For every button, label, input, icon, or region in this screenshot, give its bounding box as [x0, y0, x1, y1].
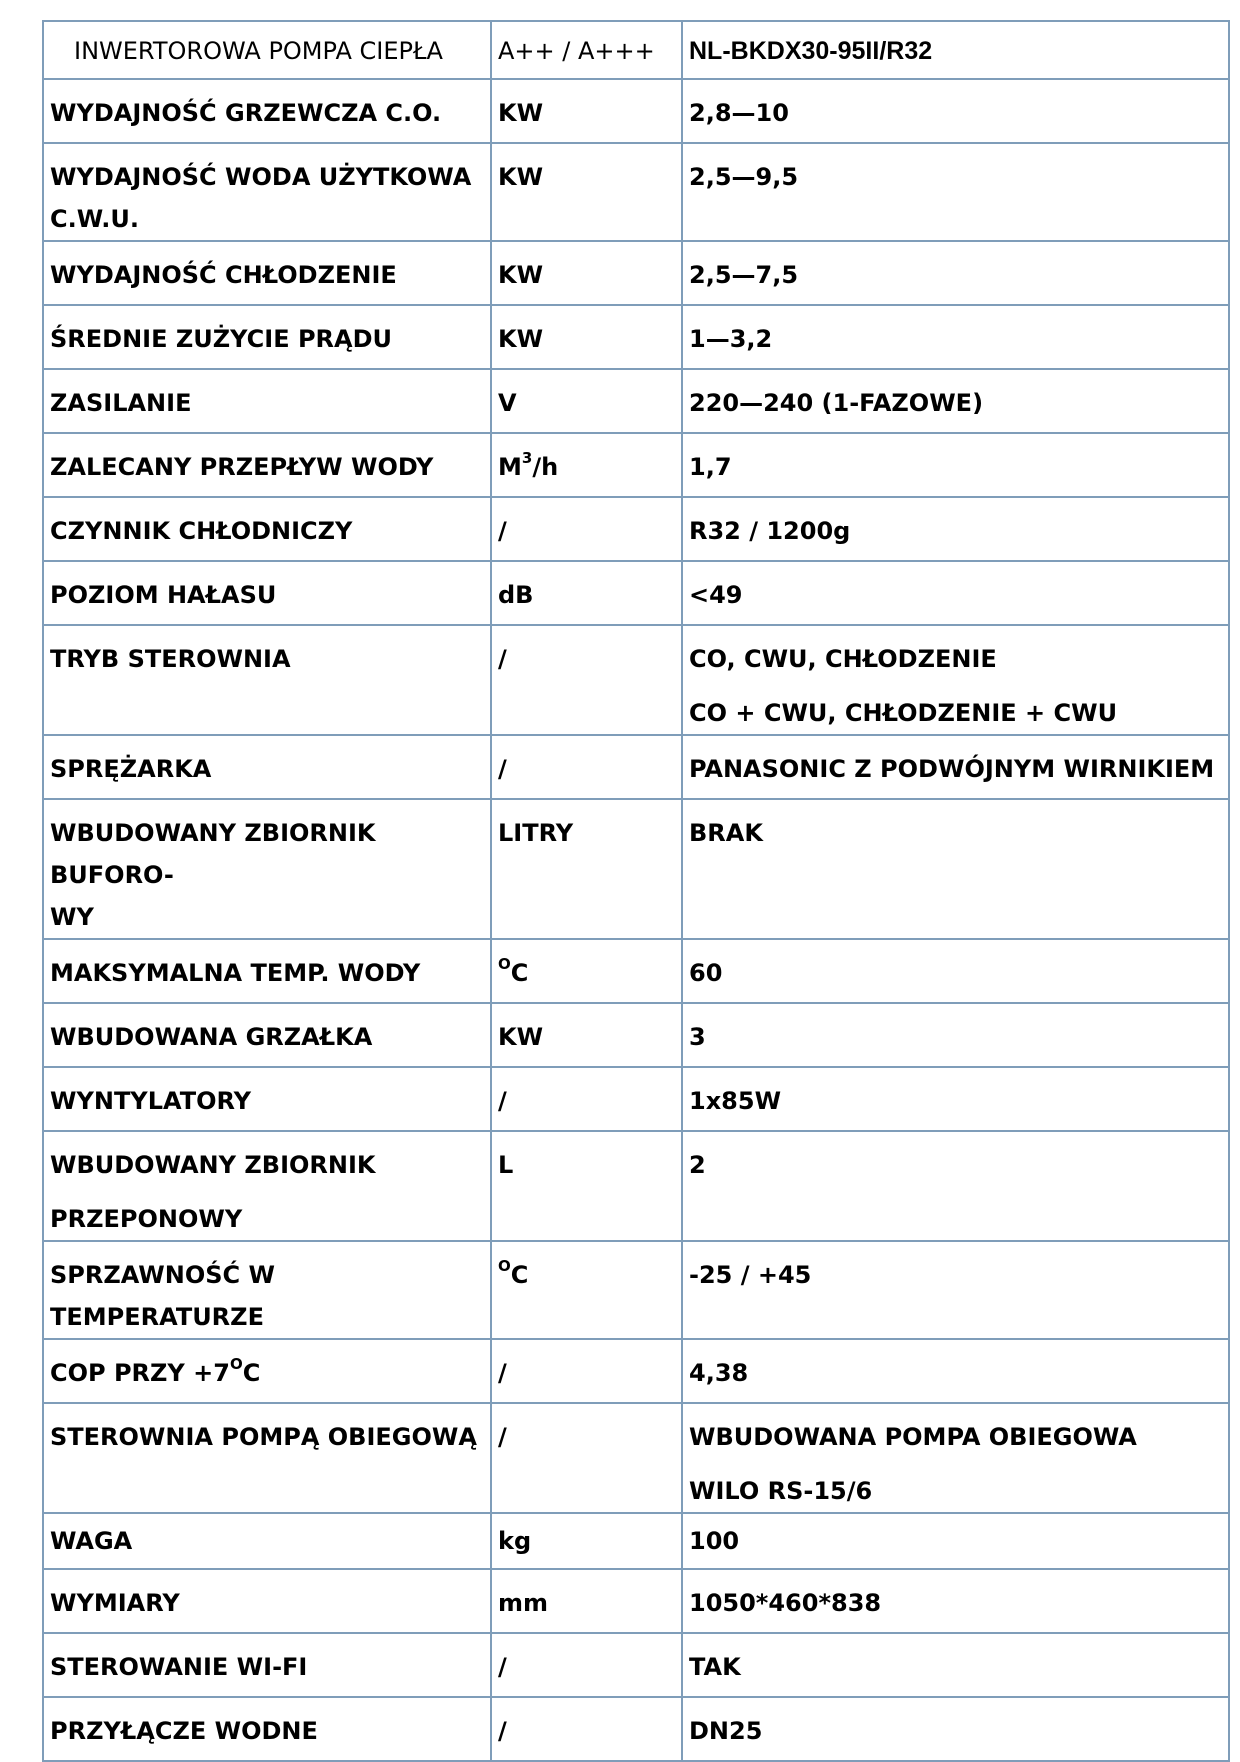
- table-row: [43, 1633, 1229, 1697]
- row-unit: L: [491, 1131, 682, 1241]
- table-row: [43, 1241, 1229, 1339]
- row-unit: /: [491, 1067, 682, 1131]
- row-param: ZALECANY PRZEPŁYW WODY: [43, 433, 491, 497]
- row-value: 1,7: [682, 433, 1229, 497]
- param-tail: C: [242, 1359, 261, 1387]
- unit-tail: /h: [532, 453, 559, 481]
- row-value: BRAK: [682, 799, 1229, 939]
- row-param-line: PRZEPONOWY: [50, 1205, 243, 1233]
- unit-base: M: [498, 453, 522, 481]
- row-unit: KW: [491, 1003, 682, 1067]
- row-unit: V: [491, 369, 682, 433]
- row-value: PANASONIC Z PODWÓJNYM WIRNIKIEM: [682, 735, 1229, 799]
- table-row: [43, 1003, 1229, 1067]
- row-value: TAK: [682, 1633, 1229, 1697]
- row-value: 60: [682, 939, 1229, 1003]
- table-row: [43, 735, 1229, 799]
- row-param: WYNTYLATORY: [43, 1067, 491, 1131]
- row-unit: /: [491, 1633, 682, 1697]
- row-value-line: CO, CWU, CHŁODZENIE: [689, 645, 997, 673]
- header-model: NL-BKDX30-95II/R32: [682, 21, 1229, 79]
- row-value: 3: [682, 1003, 1229, 1067]
- table-row: [43, 305, 1229, 369]
- row-param: STEROWNIA POMPĄ OBIEGOWĄ: [43, 1403, 491, 1513]
- row-param: SPRZAWNOŚĆ W TEMPERATURZE: [43, 1241, 491, 1339]
- row-value: 100: [682, 1513, 1229, 1569]
- row-param: PRZYŁĄCZE WODNE: [43, 1697, 491, 1761]
- table-row: [43, 1131, 1229, 1241]
- row-param: WYDAJNOŚĆ CHŁODZENIE: [43, 241, 491, 305]
- row-param: ZASILANIE: [43, 369, 491, 433]
- row-param-line: WYDAJNOŚĆ WODA UŻYTKOWA: [50, 163, 472, 191]
- row-unit: mm: [491, 1569, 682, 1633]
- unit-superscript: O: [498, 955, 511, 973]
- table-row: [43, 369, 1229, 433]
- table-row: [43, 143, 1229, 241]
- table-row: [43, 1067, 1229, 1131]
- row-value: 1—3,2: [682, 305, 1229, 369]
- row-param: WAGA: [43, 1513, 491, 1569]
- unit-superscript: 3: [521, 449, 533, 467]
- unit-tail: C: [510, 1261, 529, 1289]
- row-unit: /: [491, 1403, 682, 1513]
- table-row: [43, 241, 1229, 305]
- row-value: 220—240 (1-FAZOWE): [682, 369, 1229, 433]
- row-unit: [491, 433, 682, 497]
- param-superscript: O: [229, 1355, 243, 1373]
- row-param: WYMIARY: [43, 1569, 491, 1633]
- table-row: [43, 1403, 1229, 1513]
- row-param: STEROWANIE WI-FI: [43, 1633, 491, 1697]
- row-param: POZIOM HAŁASU: [43, 561, 491, 625]
- row-value: 2,5—9,5: [682, 143, 1229, 241]
- row-param: [43, 799, 491, 939]
- table-row: [43, 939, 1229, 1003]
- table-row: [43, 625, 1229, 735]
- row-value: [682, 625, 1229, 735]
- row-value: <49: [682, 561, 1229, 625]
- table-row: [43, 1339, 1229, 1403]
- table-row: [43, 79, 1229, 143]
- table-row: [43, 799, 1229, 939]
- row-value: 2,5—7,5: [682, 241, 1229, 305]
- row-unit: /: [491, 497, 682, 561]
- row-unit: [491, 939, 682, 1003]
- row-value-line: WILO RS-15/6: [689, 1477, 873, 1505]
- row-param-line: WBUDOWANY ZBIORNIK: [50, 1151, 376, 1179]
- row-param: CZYNNIK CHŁODNICZY: [43, 497, 491, 561]
- row-unit: /: [491, 625, 682, 735]
- row-param: ŚREDNIE ZUŻYCIE PRĄDU: [43, 305, 491, 369]
- table-row: [43, 433, 1229, 497]
- row-value: R32 / 1200g: [682, 497, 1229, 561]
- table-row: [43, 561, 1229, 625]
- row-value: [682, 1403, 1229, 1513]
- table-row: [43, 1569, 1229, 1633]
- spec-table: [42, 20, 1230, 1762]
- row-unit: /: [491, 735, 682, 799]
- row-param: [43, 143, 491, 241]
- row-value-line: CO + CWU, CHŁODZENIE + CWU: [689, 699, 1118, 727]
- row-unit: /: [491, 1697, 682, 1761]
- row-value: 1050*460*838: [682, 1569, 1229, 1633]
- row-unit: [491, 1241, 682, 1339]
- row-unit: /: [491, 1339, 682, 1403]
- table-header-row: [43, 21, 1229, 79]
- unit-tail: C: [510, 959, 529, 987]
- row-unit: LITRY: [491, 799, 682, 939]
- row-unit: KW: [491, 143, 682, 241]
- param-base: COP PRZY +7: [50, 1359, 230, 1387]
- row-param-line: WY: [50, 903, 94, 931]
- row-value: 2: [682, 1131, 1229, 1241]
- row-param-line: C.W.U.: [50, 205, 139, 233]
- row-value: -25 / +45: [682, 1241, 1229, 1339]
- row-value-line: WBUDOWANA POMPA OBIEGOWA: [689, 1423, 1137, 1451]
- row-param: WBUDOWANA GRZAŁKA: [43, 1003, 491, 1067]
- row-param: TRYB STEROWNIA: [43, 625, 491, 735]
- row-unit: kg: [491, 1513, 682, 1569]
- row-param-line: WBUDOWANY ZBIORNIK BUFORO-: [50, 819, 376, 889]
- header-energy-class: A++ / A+++: [491, 21, 682, 79]
- header-label: INWERTOROWA POMPA CIEPŁA: [43, 21, 491, 79]
- row-unit: dB: [491, 561, 682, 625]
- row-unit: KW: [491, 79, 682, 143]
- row-param: [43, 1339, 491, 1403]
- row-value: 1x85W: [682, 1067, 1229, 1131]
- row-param: SPRĘŻARKA: [43, 735, 491, 799]
- unit-superscript: O: [498, 1257, 511, 1275]
- row-unit: KW: [491, 305, 682, 369]
- table-row: [43, 1697, 1229, 1761]
- row-unit: KW: [491, 241, 682, 305]
- row-param: MAKSYMALNA TEMP. WODY: [43, 939, 491, 1003]
- row-value: 2,8—10: [682, 79, 1229, 143]
- row-value: DN25: [682, 1697, 1229, 1761]
- row-param: [43, 1131, 491, 1241]
- row-param: WYDAJNOŚĆ GRZEWCZA C.O.: [43, 79, 491, 143]
- table-row: [43, 1513, 1229, 1569]
- row-value: 4,38: [682, 1339, 1229, 1403]
- table-row: [43, 497, 1229, 561]
